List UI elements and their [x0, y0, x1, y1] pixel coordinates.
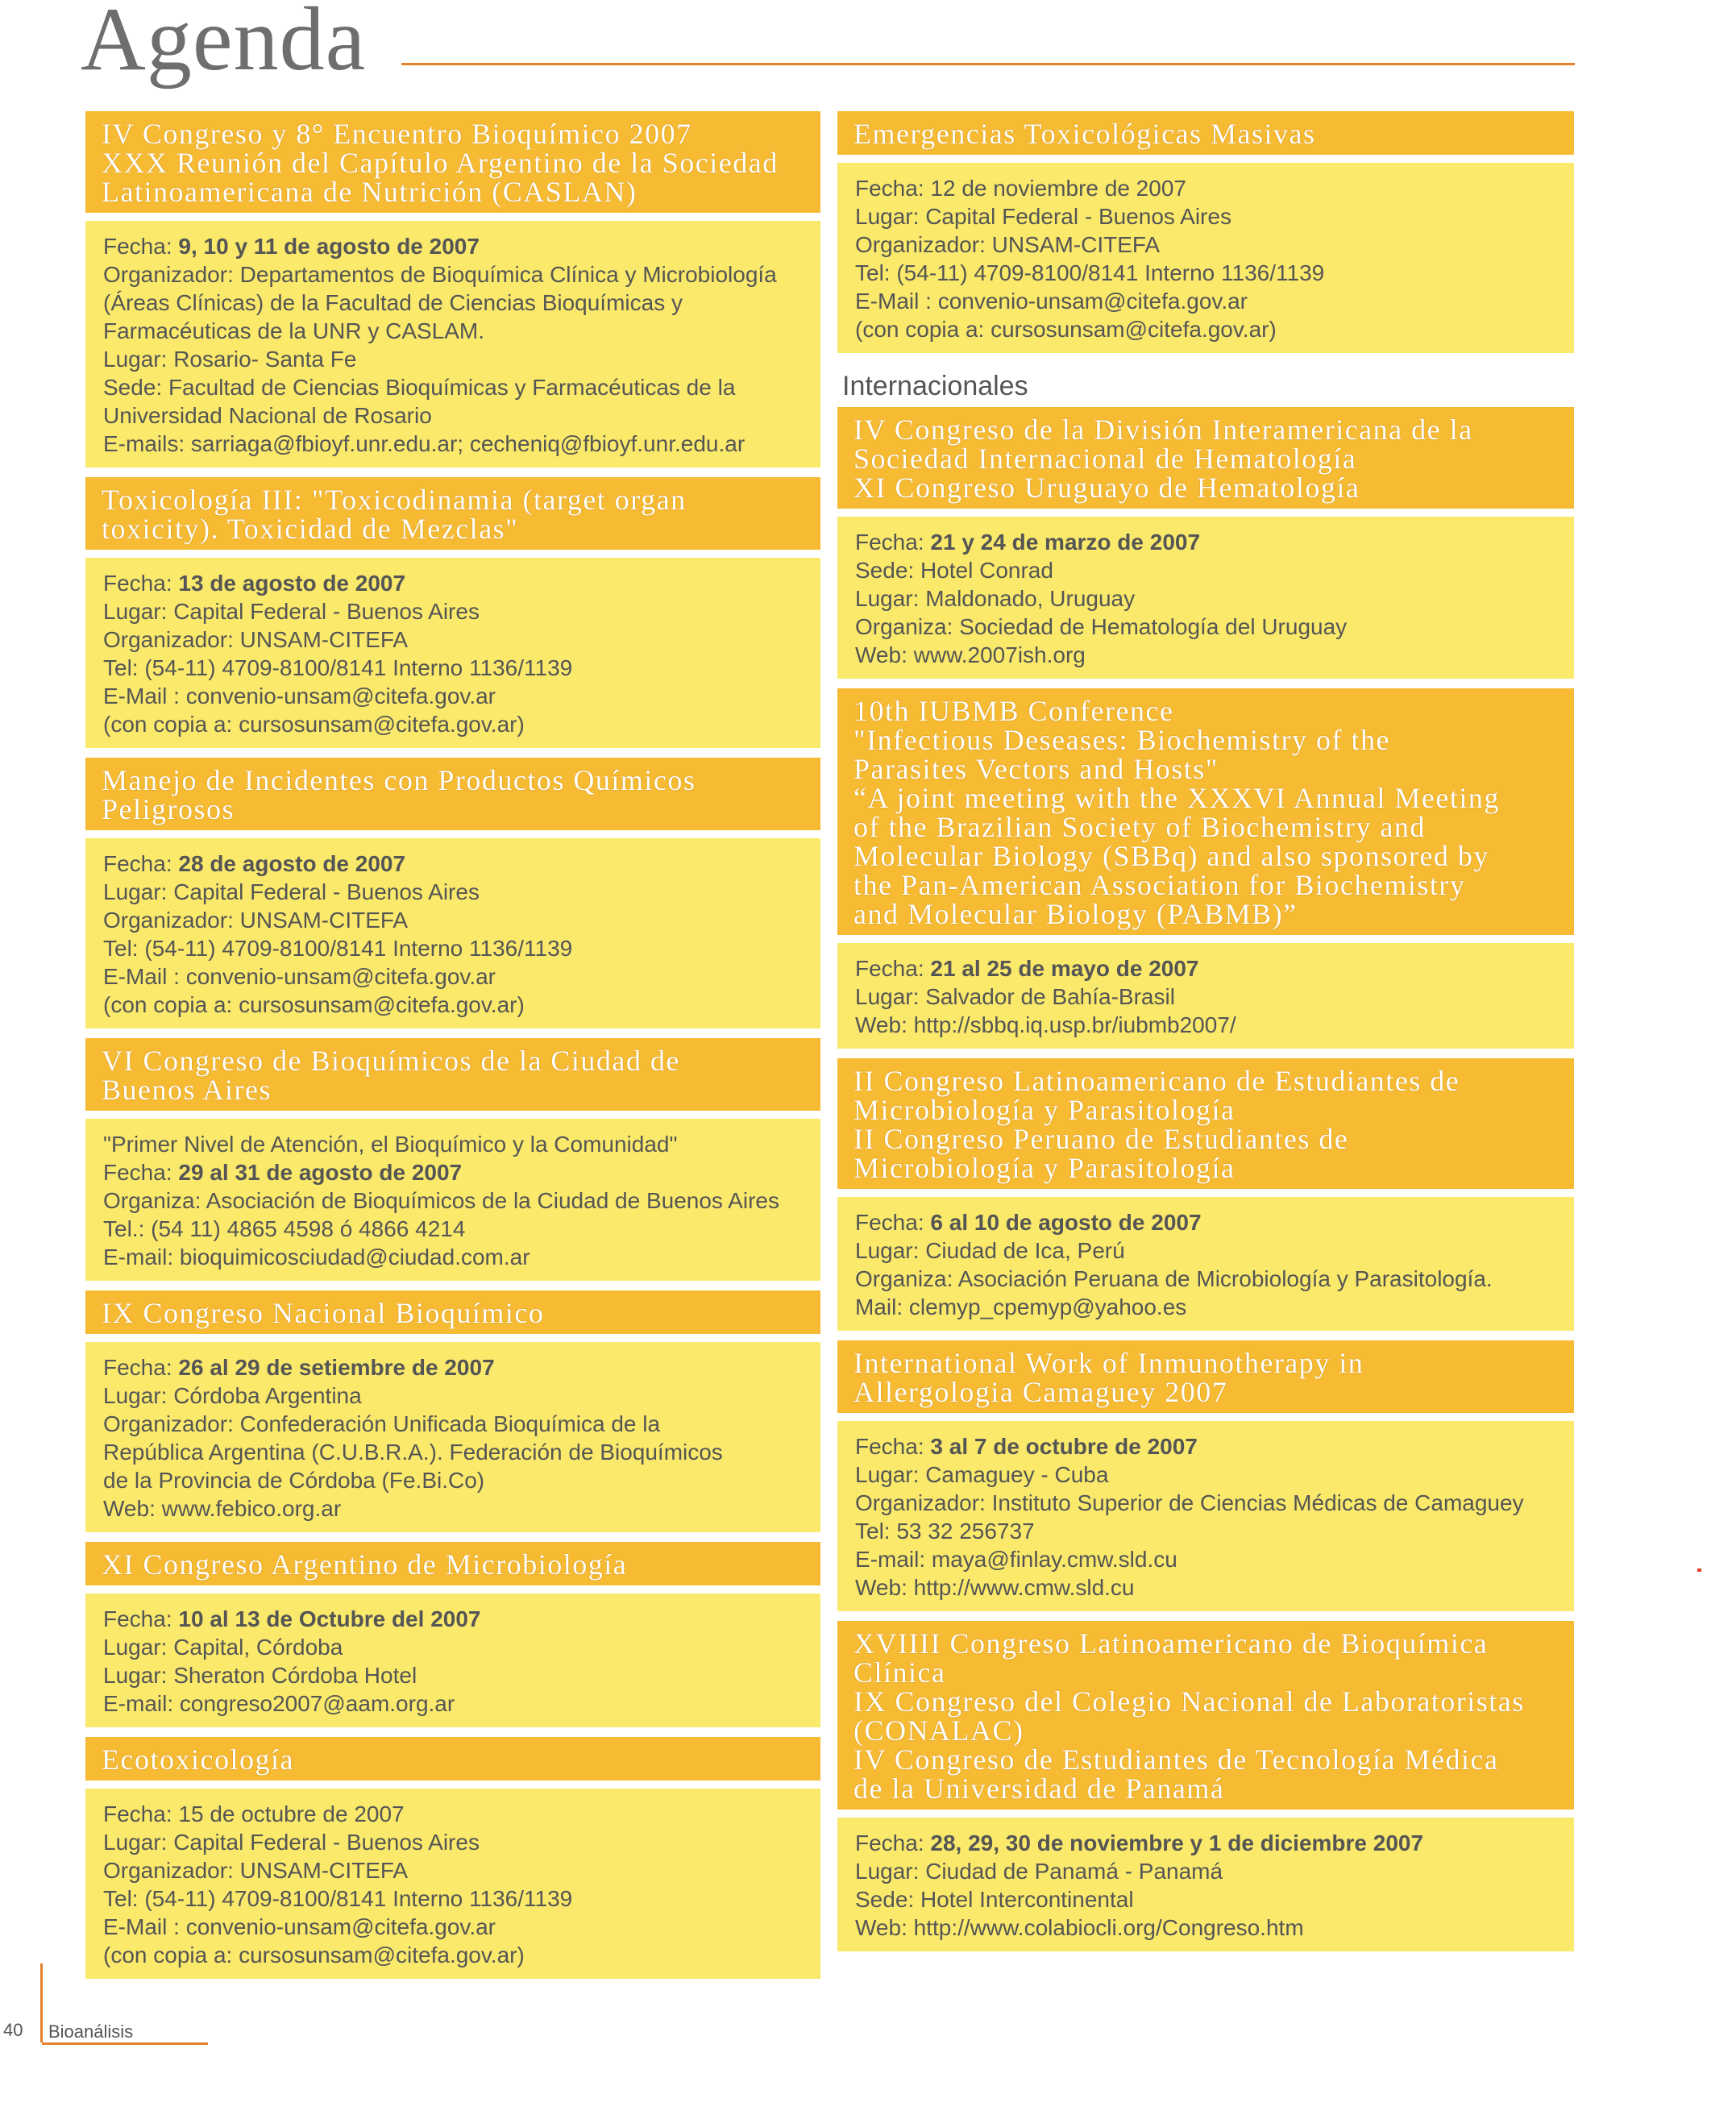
event-title-line: Molecular Biology (SBBq) and also sponsored by	[853, 840, 1489, 872]
detail-label: Web:	[855, 1575, 907, 1600]
detail-label: Mail:	[855, 1294, 903, 1319]
detail-label: Organiza:	[855, 614, 953, 639]
detail-line	[855, 1913, 1574, 1942]
detail-label: Organizador:	[855, 232, 986, 257]
detail-value: maya@finlay.cmw.sld.cu	[931, 1547, 1177, 1572]
detail-value: Maldonado, Uruguay	[925, 586, 1136, 611]
detail-line	[855, 1545, 1574, 1573]
event-title-line: Buenos Aires	[102, 1074, 272, 1106]
detail-value: bioquimicosciudad@ciudad.com.ar	[179, 1244, 530, 1269]
detail-label: Fecha:	[103, 1606, 172, 1631]
event-block	[837, 688, 1574, 1049]
detail-value: convenio-unsam@citefa.gov.ar	[185, 684, 496, 708]
detail-label: Fecha:	[103, 571, 172, 596]
detail-line	[855, 1573, 1574, 1602]
detail-value: de la Provincia de Córdoba (Fe.Bi.Co)	[103, 1468, 485, 1493]
detail-line	[103, 1353, 820, 1382]
event-title-line: Emergencias Toxicológicas Masivas	[853, 118, 1316, 150]
detail-value: clemyp_cpemyp@yahoo.es	[908, 1294, 1187, 1319]
title-rule	[401, 63, 1575, 65]
detail-value: Ciudad de Panamá - Panamá	[925, 1859, 1223, 1884]
event-title-line: IV Congreso de la División Interamericana de la	[853, 413, 1473, 446]
detail-value: (con copia a: cursosunsam@citefa.gov.ar)	[103, 992, 525, 1017]
detail-line	[103, 1689, 820, 1718]
event-block	[837, 1621, 1574, 1951]
event-title-line: "Infectious Deseases: Biochemistry of the	[853, 724, 1391, 756]
detail-value: 15 de octubre de 2007	[178, 1801, 405, 1826]
detail-line	[103, 373, 820, 401]
detail-label: Lugar:	[855, 1238, 920, 1263]
detail-value: 12 de noviembre de 2007	[930, 176, 1186, 201]
detail-value: (Áreas Clínicas) de la Facultad de Ciencias Bioquímicas y	[103, 290, 683, 315]
detail-line	[855, 259, 1574, 287]
detail-line	[103, 878, 820, 906]
detail-value: Sociedad de Hematología del Uruguay	[959, 614, 1348, 639]
detail-label: Lugar:	[103, 599, 168, 624]
detail-label: Organizador:	[103, 627, 234, 652]
detail-label: Web:	[855, 1915, 907, 1940]
event-title-line: Microbiología y Parasitología	[853, 1094, 1236, 1126]
detail-value: UNSAM-CITEFA	[991, 232, 1161, 257]
detail-line	[103, 1382, 820, 1410]
event-details	[85, 1119, 820, 1281]
detail-line	[103, 1913, 820, 1941]
detail-value: (54-11) 4709-8100/8141 Interno 1136/1139	[896, 260, 1325, 285]
detail-line	[855, 1432, 1574, 1461]
event-title-line: Clínica	[853, 1656, 946, 1689]
detail-label: Fecha:	[855, 1830, 924, 1855]
event-title-line: Toxicología III: "Toxicodinamia (target organ	[102, 484, 687, 516]
edge-mark	[1697, 1569, 1701, 1572]
detail-line	[103, 1494, 820, 1523]
detail-label: Lugar:	[103, 347, 168, 372]
detail-value: "Primer Nivel de Atención, el Bioquímico y la Comunidad"	[103, 1132, 678, 1157]
event-title	[85, 758, 820, 830]
event-title	[85, 111, 820, 213]
detail-value: (54-11) 4709-8100/8141 Interno 1136/1139	[144, 655, 573, 680]
detail-label: Fecha:	[855, 176, 924, 201]
detail-line	[103, 569, 820, 597]
detail-line	[103, 1661, 820, 1689]
event-title-line: Latinoamericana de Nutrición (CASLAN)	[102, 176, 638, 208]
event-title-line: “A joint meeting with the XXXVI Annual Meeting	[853, 782, 1500, 814]
detail-label: Sede:	[855, 558, 915, 583]
detail-value: 29 al 31 de agosto de 2007	[178, 1160, 463, 1185]
detail-line	[103, 1605, 820, 1633]
detail-value: 26 al 29 de setiembre de 2007	[178, 1355, 495, 1380]
event-title-line: XXX Reunión del Capítulo Argentino de la Sociedad	[102, 147, 779, 179]
event-block	[85, 1290, 820, 1532]
detail-line	[855, 556, 1574, 584]
detail-label: Organizador:	[855, 1490, 986, 1515]
event-title-line: XVIIII Congreso Latinoamericano de Bioquímica	[853, 1627, 1489, 1660]
detail-label: Fecha:	[103, 234, 172, 259]
page-title: Agenda	[81, 0, 367, 89]
event-title	[837, 688, 1574, 935]
detail-value: http://sbbq.iq.usp.br/iubmb2007/	[913, 1012, 1236, 1037]
detail-value: Hotel Intercontinental	[920, 1887, 1134, 1912]
detail-line	[855, 954, 1574, 983]
detail-line	[103, 1215, 820, 1243]
detail-value: Salvador de Bahía-Brasil	[925, 984, 1175, 1009]
detail-line	[855, 1829, 1574, 1857]
event-title-line: Peligrosos	[102, 793, 235, 825]
detail-line	[103, 597, 820, 625]
event-title-line: Ecotoxicología	[102, 1743, 294, 1776]
event-title-line: XI Congreso Argentino de Microbiología	[102, 1548, 628, 1581]
detail-line	[103, 934, 820, 962]
right-column	[837, 111, 1574, 1961]
event-details	[85, 1342, 820, 1532]
event-title-line: VI Congreso de Bioquímicos de la Ciudad de	[102, 1045, 680, 1077]
detail-label: E-mails:	[103, 431, 185, 456]
detail-value: 10 al 13 de Octubre del 2007	[178, 1606, 481, 1631]
detail-line	[103, 1800, 820, 1828]
detail-label: E-Mail :	[103, 684, 180, 708]
detail-value: Farmacéuticas de la UNR y CASLAM.	[103, 318, 485, 343]
event-title-line: Allergologia Camaguey 2007	[853, 1376, 1228, 1408]
detail-value: Córdoba Argentina	[173, 1383, 362, 1408]
detail-value: http://www.colabiocli.org/Congreso.htm	[913, 1915, 1304, 1940]
event-details	[85, 838, 820, 1028]
detail-value: Instituto Superior de Ciencias Médicas de Camaguey	[991, 1490, 1524, 1515]
detail-label: Sede:	[103, 375, 163, 400]
detail-label: Tel:	[855, 1519, 891, 1544]
detail-label: E-Mail :	[103, 964, 180, 989]
detail-line	[103, 289, 820, 317]
detail-label: Fecha:	[103, 1355, 172, 1380]
event-block	[837, 1058, 1574, 1331]
event-title	[85, 477, 820, 550]
event-title-line: (CONALAC)	[853, 1714, 1024, 1747]
event-title	[837, 1058, 1574, 1189]
detail-label: Fecha:	[103, 1801, 172, 1826]
event-details	[837, 943, 1574, 1049]
detail-line	[103, 1158, 820, 1186]
detail-line	[103, 401, 820, 430]
detail-value: Facultad de Ciencias Bioquímicas y Farmacéuticas de la	[168, 375, 736, 400]
detail-line	[855, 287, 1574, 315]
national-events	[837, 111, 1574, 353]
international-events	[837, 407, 1574, 1951]
detail-line	[855, 1461, 1574, 1489]
detail-line	[103, 1186, 820, 1215]
detail-value: 6 al 10 de agosto de 2007	[930, 1210, 1202, 1235]
detail-label: Tel:	[103, 1886, 139, 1911]
event-title	[85, 1290, 820, 1334]
detail-label: Fecha:	[855, 1210, 924, 1235]
event-title-line: toxicity). Toxicidad de Mezclas"	[102, 513, 519, 545]
detail-label: Lugar:	[103, 879, 168, 904]
detail-line	[855, 983, 1574, 1011]
detail-line	[103, 991, 820, 1019]
footer-vertical-rule	[40, 1963, 43, 2042]
detail-value: (54-11) 4709-8100/8141 Interno 1136/1139	[144, 1886, 573, 1911]
event-details	[837, 1197, 1574, 1331]
event-block	[85, 758, 820, 1028]
detail-line	[103, 1243, 820, 1271]
event-details	[85, 221, 820, 467]
detail-value: 28, 29, 30 de noviembre y 1 de diciembre 2007	[930, 1830, 1424, 1855]
event-title-line: II Congreso Peruano de Estudiantes de	[853, 1123, 1349, 1155]
detail-label: Organizador:	[103, 1411, 234, 1436]
event-block	[85, 1737, 820, 1979]
detail-label: Lugar:	[103, 1635, 168, 1660]
detail-line	[103, 1941, 820, 1969]
detail-label: E-mail:	[103, 1691, 174, 1716]
event-title-line: Sociedad Internacional de Hematología	[853, 443, 1357, 475]
event-block	[85, 477, 820, 748]
detail-value: Ciudad de Ica, Perú	[925, 1238, 1125, 1263]
event-title-line: Parasites Vectors and Hosts"	[853, 753, 1219, 785]
detail-label: E-mail:	[103, 1244, 174, 1269]
detail-value: Asociación de Bioquímicos de la Ciudad de Buenos Aires	[206, 1188, 779, 1213]
event-title-line: and Molecular Biology (PABMB)”	[853, 898, 1298, 930]
detail-line	[103, 654, 820, 682]
detail-value: (con copia a: cursosunsam@citefa.gov.ar)	[855, 317, 1277, 342]
detail-label: Organiza:	[855, 1266, 953, 1291]
event-details	[837, 1818, 1574, 1951]
event-details	[85, 1789, 820, 1979]
detail-line	[103, 1633, 820, 1661]
detail-line	[855, 315, 1574, 343]
detail-line	[855, 528, 1574, 556]
detail-value: 53 32 256737	[896, 1519, 1035, 1544]
detail-label: Organiza:	[103, 1188, 201, 1213]
detail-label: Fecha:	[855, 1434, 924, 1459]
detail-label: Lugar:	[855, 984, 920, 1009]
event-details	[837, 517, 1574, 679]
footer-horizontal-rule	[42, 2042, 208, 2045]
detail-line	[103, 260, 820, 289]
detail-value: Camaguey - Cuba	[925, 1462, 1109, 1487]
event-title	[837, 1621, 1574, 1810]
detail-value: UNSAM-CITEFA	[239, 1858, 409, 1883]
event-title-line: II Congreso Latinoamericano de Estudiantes de	[853, 1065, 1460, 1097]
detail-line	[103, 625, 820, 654]
detail-value: Capital Federal - Buenos Aires	[173, 1830, 480, 1855]
detail-line	[103, 850, 820, 878]
detail-value: 13 de agosto de 2007	[178, 571, 406, 596]
detail-label: Fecha:	[103, 851, 172, 876]
event-details	[837, 1421, 1574, 1611]
detail-value: sarriaga@fbioyf.unr.edu.ar; cecheniq@fbioyf.unr.edu.ar	[190, 431, 745, 456]
detail-label: Fecha:	[103, 1160, 172, 1185]
detail-value: Capital, Córdoba	[173, 1635, 343, 1660]
detail-label: E-mail:	[855, 1547, 926, 1572]
detail-value: Asociación Peruana de Microbiología y Parasitología.	[957, 1266, 1493, 1291]
detail-line	[103, 430, 820, 458]
event-title	[837, 407, 1574, 509]
detail-value: 21 al 25 de mayo de 2007	[930, 956, 1199, 981]
detail-value: Rosario- Santa Fe	[173, 347, 357, 372]
event-block	[85, 1038, 820, 1281]
magazine-name: Bioanálisis	[48, 2022, 134, 2042]
detail-line	[103, 232, 820, 260]
event-details	[837, 163, 1574, 353]
detail-label: Tel.:	[103, 1216, 145, 1241]
detail-value: Capital Federal - Buenos Aires	[925, 204, 1231, 229]
detail-line	[855, 1517, 1574, 1545]
detail-label: Organizador:	[103, 908, 234, 933]
detail-value: convenio-unsam@citefa.gov.ar	[937, 289, 1248, 314]
detail-label: Tel:	[103, 655, 139, 680]
detail-label: Web:	[855, 642, 907, 667]
detail-line	[855, 1857, 1574, 1885]
detail-label: Lugar:	[855, 1462, 920, 1487]
event-title-line: Microbiología y Parasitología	[853, 1152, 1236, 1184]
detail-line	[103, 345, 820, 373]
left-column	[85, 111, 820, 1988]
event-title	[837, 1340, 1574, 1413]
detail-line	[103, 1884, 820, 1913]
detail-line	[103, 962, 820, 991]
detail-line	[103, 682, 820, 710]
detail-value: 3 al 7 de octubre de 2007	[930, 1434, 1198, 1459]
detail-value: Sheraton Córdoba Hotel	[173, 1663, 417, 1688]
detail-line	[855, 202, 1574, 231]
detail-value: Capital Federal - Buenos Aires	[173, 879, 480, 904]
event-details	[85, 558, 820, 748]
international-heading: Internacionales	[842, 371, 1028, 401]
detail-label: Fecha:	[855, 530, 924, 555]
event-title-line: of the Brazilian Society of Biochemistry and	[853, 811, 1426, 843]
detail-value: congreso2007@aam.org.ar	[179, 1691, 455, 1716]
detail-line	[103, 1466, 820, 1494]
detail-label: E-Mail :	[855, 289, 932, 314]
event-details	[85, 1594, 820, 1727]
detail-label: Lugar:	[103, 1383, 168, 1408]
detail-line	[103, 1410, 820, 1438]
detail-label: Lugar:	[103, 1830, 168, 1855]
event-title-line: XI Congreso Uruguayo de Hematología	[853, 472, 1360, 504]
event-title-line: IX Congreso del Colegio Nacional de Laboratoristas	[853, 1685, 1525, 1718]
detail-value: 9, 10 y 11 de agosto de 2007	[178, 234, 480, 259]
detail-label: Organizador:	[103, 1858, 234, 1883]
event-title-line: de la Universidad de Panamá	[853, 1772, 1225, 1805]
detail-label: Lugar:	[855, 204, 920, 229]
event-title	[85, 1038, 820, 1111]
detail-line	[855, 1489, 1574, 1517]
event-block	[837, 1340, 1574, 1611]
detail-value: República Argentina (C.U.B.R.A.). Federación de Bioquímicos	[103, 1440, 723, 1465]
detail-value: UNSAM-CITEFA	[239, 908, 409, 933]
detail-value: Hotel Conrad	[920, 558, 1053, 583]
detail-line	[103, 906, 820, 934]
detail-line	[103, 710, 820, 738]
detail-label: Sede:	[855, 1887, 915, 1912]
detail-line	[103, 317, 820, 345]
detail-label: Tel:	[855, 260, 891, 285]
detail-value: (54 11) 4865 4598 ó 4866 4214	[151, 1216, 466, 1241]
detail-value: convenio-unsam@citefa.gov.ar	[185, 964, 496, 989]
detail-label: E-Mail :	[103, 1914, 180, 1939]
detail-line	[855, 174, 1574, 202]
detail-line	[855, 1293, 1574, 1321]
detail-line	[103, 1828, 820, 1856]
event-title-line: IV Congreso y 8° Encuentro Bioquímico 2007	[102, 118, 692, 150]
event-title	[85, 1542, 820, 1585]
detail-line	[855, 1208, 1574, 1236]
detail-value: Capital Federal - Buenos Aires	[173, 599, 480, 624]
detail-line	[855, 1265, 1574, 1293]
detail-line	[855, 1011, 1574, 1039]
detail-label: Lugar:	[103, 1663, 168, 1688]
detail-value: Confederación Unificada Bioquímica de la	[239, 1411, 661, 1436]
detail-label: Lugar:	[855, 586, 920, 611]
event-title	[837, 111, 1574, 155]
detail-value: Departamentos de Bioquímica Clínica y Microbiología	[239, 262, 777, 287]
detail-line	[855, 613, 1574, 641]
detail-line	[855, 1236, 1574, 1265]
detail-label: Web:	[855, 1012, 907, 1037]
page-number: 40	[3, 2020, 23, 2040]
detail-label: Tel:	[103, 936, 139, 961]
detail-line	[103, 1856, 820, 1884]
detail-label: Organizador:	[103, 262, 234, 287]
event-title-line: Manejo de Incidentes con Productos Químicos	[102, 764, 696, 796]
detail-value: Universidad Nacional de Rosario	[103, 403, 432, 428]
detail-value: www.2007ish.org	[913, 642, 1086, 667]
detail-label: Web:	[103, 1496, 156, 1521]
event-block	[85, 111, 820, 467]
detail-line	[103, 1438, 820, 1466]
detail-line	[855, 584, 1574, 613]
detail-line	[855, 231, 1574, 259]
detail-value: UNSAM-CITEFA	[239, 627, 409, 652]
detail-line	[103, 1130, 820, 1158]
detail-value: (con copia a: cursosunsam@citefa.gov.ar)	[103, 1943, 525, 1967]
detail-value: 28 de agosto de 2007	[178, 851, 406, 876]
detail-line	[855, 1885, 1574, 1913]
event-block	[837, 407, 1574, 679]
detail-label: Lugar:	[855, 1859, 920, 1884]
detail-value: (con copia a: cursosunsam@citefa.gov.ar)	[103, 712, 525, 737]
event-title-line: IV Congreso de Estudiantes de Tecnología Médica	[853, 1743, 1499, 1776]
detail-value: convenio-unsam@citefa.gov.ar	[185, 1914, 496, 1939]
event-block	[837, 111, 1574, 353]
event-title-line: IX Congreso Nacional Bioquímico	[102, 1297, 545, 1329]
event-title-line: International Work of Inmunotherapy in	[853, 1347, 1364, 1379]
detail-line	[855, 641, 1574, 669]
event-block	[85, 1542, 820, 1727]
event-title-line: 10th IUBMB Conference	[853, 695, 1174, 727]
detail-value: www.febico.org.ar	[161, 1496, 342, 1521]
detail-value: http://www.cmw.sld.cu	[913, 1575, 1135, 1600]
event-title	[85, 1737, 820, 1781]
detail-value: 21 y 24 de marzo de 2007	[930, 530, 1201, 555]
event-title-line: the Pan-American Association for Biochemistry	[853, 869, 1466, 901]
detail-value: (54-11) 4709-8100/8141 Interno 1136/1139	[144, 936, 573, 961]
detail-label: Fecha:	[855, 956, 924, 981]
